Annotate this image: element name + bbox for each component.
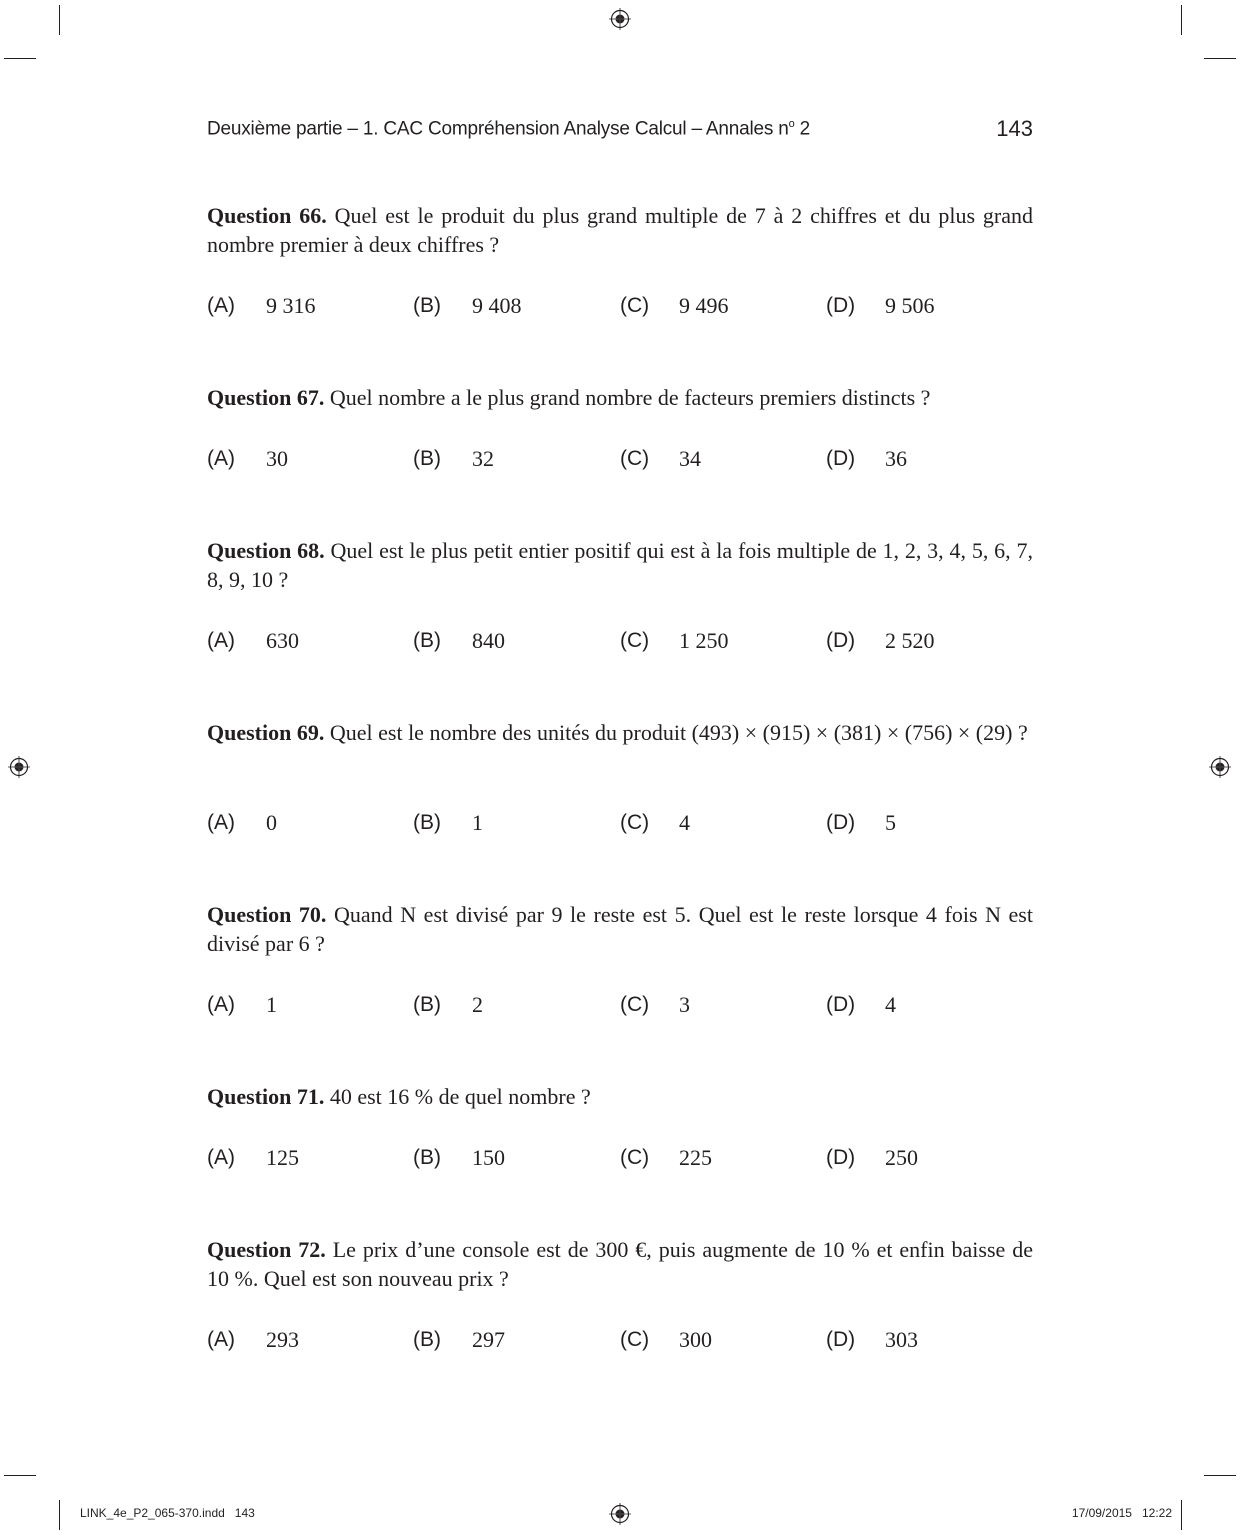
option-value: 3 [679,992,690,1017]
page-number: 143 [996,116,1033,141]
option-letter: (D) [826,294,856,317]
answer-options [207,1326,1033,1356]
option-letter: (A) [207,993,235,1016]
question-label: Question 67. [207,385,325,410]
option-letter: (C) [620,993,650,1016]
option-letter: (A) [207,1146,235,1169]
option-value: 293 [266,1327,299,1352]
option-letter: (D) [826,1328,856,1351]
option-value: 1 250 [679,628,729,653]
question-label: Question 68. [207,538,325,563]
question-text: Quel est le plus petit entier positif qui est à la fois multiple de 1, 2, 3, 4, 5, 6, 7, 8, 9, 10 ? [207,538,1033,592]
option-value: 125 [266,1145,299,1170]
option-value: 30 [266,446,288,471]
question-68 [207,536,1033,594]
question-67 [207,383,1033,412]
option-letter: (A) [207,629,235,652]
running-head-title: Deuxième partie – 1. CAC Compréhension Analyse Calcul – Annales $n^o$ 2 [207,118,810,140]
option-value: 1 [472,810,483,835]
question-label: Question 69. [207,720,325,745]
question-label: Question 70. [207,902,327,927]
option-value: 9 408 [472,293,522,318]
option-letter: (B) [413,993,441,1016]
question-text: Le prix d’une console est de 300 €, puis augmente de 10 % et enfin baisse de 10 %. Quel est son nouveau prix ? [207,1237,1033,1291]
option-letter: (D) [826,1146,856,1169]
crop-mark [1181,1500,1182,1530]
crop-mark [59,1500,60,1530]
crop-mark [1204,58,1236,59]
option-value: 1 [266,992,277,1017]
running-head [207,116,1033,146]
question-label: Question 71. [207,1084,325,1109]
answer-options [207,292,1033,322]
option-letter: (C) [620,294,650,317]
option-letter: (B) [413,629,441,652]
crop-mark [1204,1475,1236,1476]
option-value: 4 [885,992,896,1017]
question-label: Question 66. [207,203,327,228]
option-letter: (B) [413,294,441,317]
question-72 [207,1235,1033,1293]
crop-mark [4,58,36,59]
question-70 [207,900,1033,958]
question-text: Quel est le produit du plus grand multiple de 7 à 2 chiffres et du plus grand nombre premier à deux chiffres ? [207,203,1033,257]
option-value: 303 [885,1327,918,1352]
option-letter: (A) [207,1328,235,1351]
question-66 [207,201,1033,259]
crop-mark [59,5,60,35]
registration-mark-icon [8,756,30,778]
option-letter: (C) [620,1146,650,1169]
question-71 [207,1082,1033,1111]
question-text: Quel nombre a le plus grand nombre de facteurs premiers distincts ? [324,385,931,410]
option-value: 5 [885,810,896,835]
option-letter: (B) [413,447,441,470]
option-value: 250 [885,1145,918,1170]
registration-mark-icon [609,8,631,30]
option-letter: (A) [207,811,235,834]
registration-mark-icon [1209,756,1231,778]
answer-options [207,445,1033,475]
option-value: 2 520 [885,628,935,653]
option-letter: (B) [413,1146,441,1169]
option-value: 34 [679,446,701,471]
option-letter: (C) [620,629,650,652]
option-letter: (D) [826,447,856,470]
option-value: 297 [472,1327,505,1352]
question-text: Quand N est divisé par 9 le reste est 5. Quel est le reste lorsque 4 fois N est divisé par 6 ? [207,902,1033,956]
option-value: 9 316 [266,293,316,318]
option-letter: (C) [620,811,650,834]
slug-timestamp: 17/09/2015 12:22 [1071,1506,1172,1520]
question-text: Quel est le nombre des unités du produit (493) × (915) × (381) × (756) × (29) ? [324,720,1028,745]
option-value: 300 [679,1327,712,1352]
option-letter: (D) [826,629,856,652]
crop-mark [1181,5,1182,35]
option-value: 36 [885,446,907,471]
option-letter: (A) [207,294,235,317]
option-letter: (C) [620,1328,650,1351]
option-value: 150 [472,1145,505,1170]
question-label: Question 72. [207,1237,326,1262]
option-letter: (D) [826,811,856,834]
option-value: 630 [266,628,299,653]
answer-options [207,809,1033,839]
question-text: 40 est 16 % de quel nombre ? [324,1084,591,1109]
option-value: 2 [472,992,483,1017]
option-letter: (D) [826,993,856,1016]
option-value: 225 [679,1145,712,1170]
answer-options [207,627,1033,657]
option-value: 9 496 [679,293,729,318]
option-value: 840 [472,628,505,653]
option-letter: (A) [207,447,235,470]
slug-filename: LINK_4e_P2_065-370.indd 143 [80,1506,255,1520]
option-value: 4 [679,810,690,835]
option-letter: (B) [413,811,441,834]
option-value: 0 [266,810,277,835]
option-letter: (C) [620,447,650,470]
answer-options [207,1144,1033,1174]
registration-mark-icon [609,1503,631,1525]
option-letter: (B) [413,1328,441,1351]
crop-mark [4,1475,36,1476]
answer-options [207,991,1033,1021]
option-value: 9 506 [885,293,935,318]
question-69 [207,718,1033,747]
option-value: 32 [472,446,494,471]
